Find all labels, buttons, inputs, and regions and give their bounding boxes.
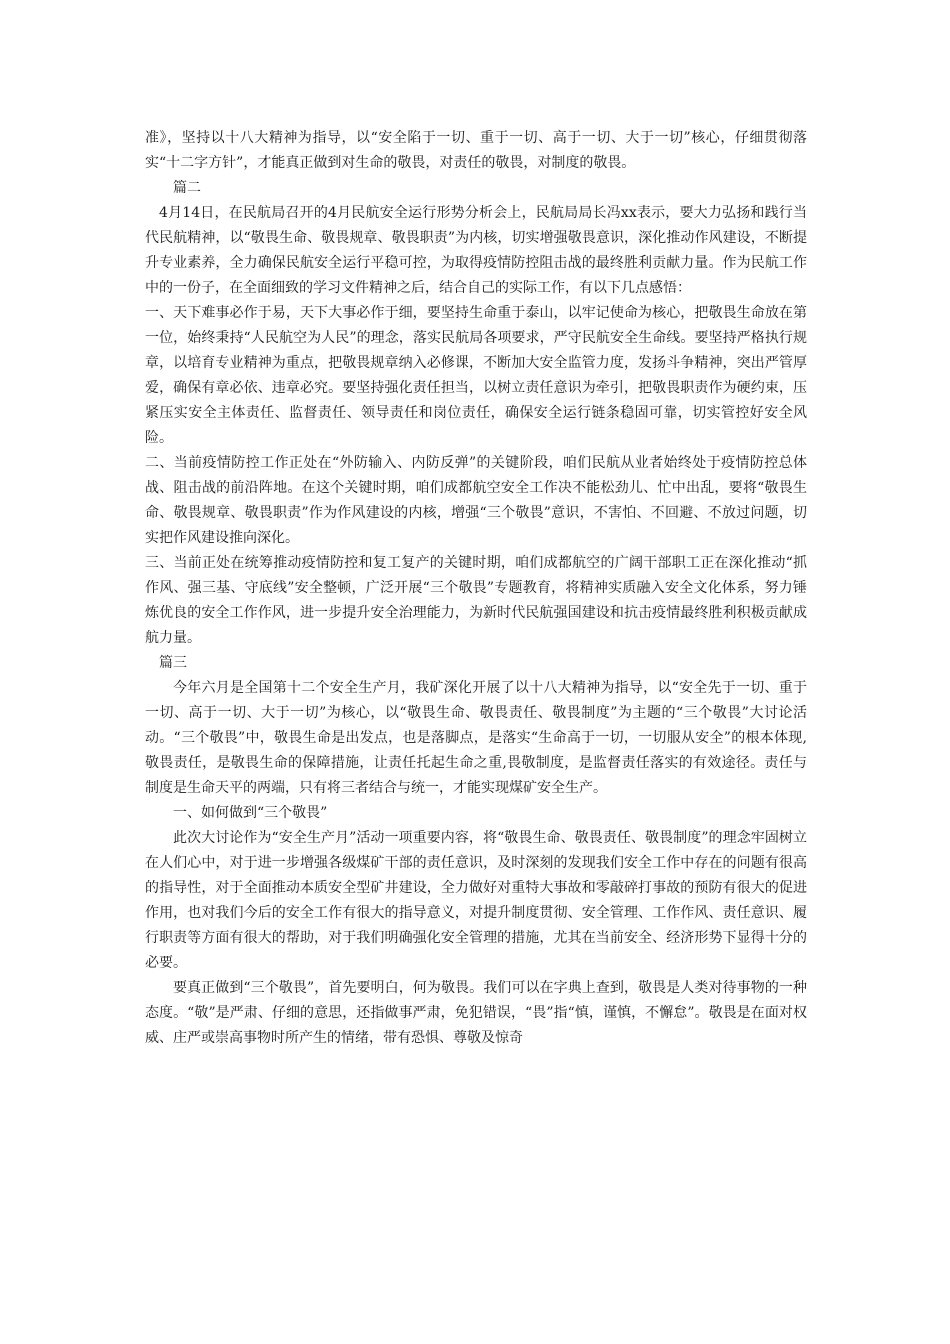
paragraph-discussion-significance: 此次大讨论作为“安全生产月”活动一项重要内容，将“敬畏生命、敬畏责任、敬畏制度”的理念牢固树立在人们心中，对于进一步增强各级煤矿干部的责任意识，及时深刻的发现我们安全工作中存在的问题有很高的指导性，对于全面推动本质安全型矿井建设，全力做好对重特大事故和零敲碎打事故的预防有很大的促进作用，也对我们今后的安全工作有很大的指导意义，对提升制度贯彻、安全管理、工作作风、责任意识、履行职责等方面有很大的帮助，对于我们明确强化安全管理的措施，尤其在当前安全、经济形势下显得十分的必要。 (145, 830, 807, 971)
paragraph-part-two-intro: 4月14日，在民航局召开的4月民航安全运行形势分析会上，民航局局长冯xx表示，要大力弘扬和践行当代民航精神，以“敬畏生命、敬畏规章、敬畏职责”为内核，切实增强敬畏意识，深化推动作风建设，不断提升专业素养，全力确保民航安全运行平稳可控，为取得疫情防控阻击战的最终胜利贡献力量。作为民航工作中的一份子，在全面细致的学习文件精神之后，结合自己的实际工作，有以下几点感悟： (145, 205, 807, 296)
paragraph-point-one: 一、天下难事必作于易，天下大事必作于细，要坚持生命重于泰山，以牢记使命为核心，把敬畏生命放在第一位，始终秉持“人民航空为人民”的理念，落实民航局各项要求，严守民航安全生命线。要坚持严格执行规章，以培育专业精神为重点，把敬畏规章纳入必修课，不断加大安全监管力度，发扬斗争精神，突出严管厚爱，确保有章必依、违章必究。要坚持强化责任担当，以树立责任意识为牵引，把敬畏职责作为硬约束，压紧压实安全主体责任、监督责任、领导责任和岗位责任，确保安全运行链条稳固可靠，切实管控好安全风险。 (145, 305, 807, 446)
paragraph-part-three-intro: 今年六月是全国第十二个安全生产月，我矿深化开展了以十八大精神为指导，以“安全先于一切、重于一切、高于一切、大于一切”为核心，以“敬畏生命、敬畏责任、敬畏制度”为主题的“三个敬畏”大讨论活动。“三个敬畏”中，敬畏生命是出发点，也是落脚点，是落实“生命高于一切，一切服从安全”的根本体现,敬畏责任，是敬畏生命的保障措施，让责任托起生命之重,畏敬制度，是监督责任落实的有效途径。责任与制度是生命天平的两端，只有将三者结合与统一，才能实现煤矿安全生产。 (145, 680, 807, 796)
paragraph-point-three: 三、当前正处在统筹推动疫情防控和复工复产的关键时期，咱们成都航空的广阔干部职工正在深化推动“抓作风、强三基、守底线”安全整顿，广泛开展“三个敬畏”专题教育，将精神实质融入安全文化体系，努力锤炼优良的安全工作作风，进一步提升安全治理能力，为新时代民航强国建设和抗击疫情最终胜利积极贡献成航力量。 (145, 555, 807, 646)
section-heading-part-two: 篇二 (173, 180, 201, 196)
paragraph-intro-continuation: 准》，坚持以十八大精神为指导，以“安全陷于一切、重于一切、高于一切、大于一切”核心，仔细贯彻落实“十二字方针”，才能真正做到对生命的敬畏，对责任的敬畏，对制度的敬畏。 (145, 130, 807, 171)
document-body (145, 126, 807, 1051)
paragraph-meaning-of-awe: 要真正做到“三个敬畏”，首先要明白，何为敬畏。我们可以在字典上查到，敬畏是人类对待事物的一种态度。“敬”是严肃、仔细的意思，还指做事严肃，免犯错误，“畏”指“慎，谨慎，不懈怠”。敬畏是在面对权威、庄严或崇高事物时所产生的情绪，带有恐惧、尊敬及惊奇 (145, 980, 807, 1046)
section-heading-part-three: 篇三 (159, 655, 187, 671)
paragraph-point-two: 二、当前疫情防控工作正处在“外防输入、内防反弹”的关键阶段，咱们民航从业者始终处于疫情防控总体战、阻击战的前沿阵地。在这个关键时期，咱们成都航空安全工作决不能松劲儿、忙中出乱，要将“敬畏生命、敬畏规章、敬畏职责”作为作风建设的内核，增强“三个敬畏”意识，不害怕、不回避、不放过问题，切实把作风建设推向深化。 (145, 455, 807, 546)
subheading-how-to: 一、如何做到“三个敬畏” (173, 805, 328, 821)
